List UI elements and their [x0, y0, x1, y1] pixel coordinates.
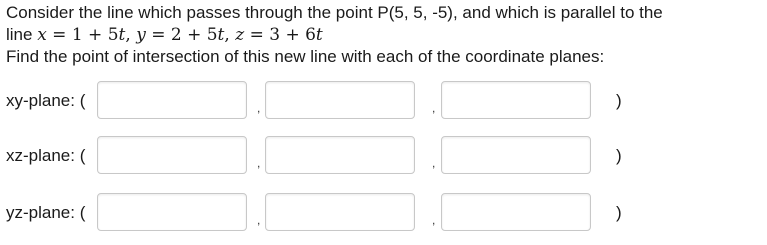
- eq-y-var: y: [136, 25, 146, 45]
- problem-statement: [6, 2, 764, 68]
- xz-plane-x-input[interactable]: [97, 136, 247, 174]
- xz-plane-z-input[interactable]: [441, 136, 591, 174]
- eq-sep-2: ,: [224, 25, 236, 45]
- eq-y-rest: = 2 + 5: [145, 25, 218, 45]
- yz-plane-y-input[interactable]: [265, 193, 415, 231]
- problem-line-2: [6, 24, 764, 46]
- yz-plane-comma-1: ,: [257, 213, 261, 227]
- xy-plane-x-input[interactable]: [97, 81, 247, 119]
- yz-plane-comma-2: ,: [432, 213, 436, 227]
- xy-plane-row: [6, 81, 764, 121]
- yz-plane-z-input[interactable]: [441, 193, 591, 231]
- eq-t-2: t: [217, 25, 225, 45]
- xy-plane-comma-1: ,: [257, 101, 261, 115]
- problem-line-3: Find the point of intersection of this new line with each of the coordinate planes:: [6, 47, 605, 66]
- line-prefix: line: [6, 25, 38, 44]
- eq-t-3: t: [315, 25, 323, 45]
- yz-plane-x-input[interactable]: [97, 193, 247, 231]
- eq-z-var: z: [235, 25, 245, 45]
- xz-plane-comma-2: ,: [432, 156, 436, 170]
- xy-plane-y-input[interactable]: [265, 81, 415, 119]
- yz-plane-label: yz-plane: (: [6, 203, 86, 222]
- eq-x-rest: = 1 + 5: [46, 25, 119, 45]
- line-equation: [37, 25, 323, 45]
- eq-z-rest: = 3 + 6: [244, 25, 316, 45]
- problem-line-1: Consider the line which passes through the point P(5, 5, -5), and which is parallel to the: [6, 3, 663, 22]
- eq-x-var: x: [37, 25, 47, 45]
- xy-plane-z-input[interactable]: [441, 81, 591, 119]
- eq-t-1: t: [118, 25, 126, 45]
- xz-plane-y-input[interactable]: [265, 136, 415, 174]
- xy-plane-close-paren: ): [616, 91, 622, 110]
- eq-sep-1: ,: [125, 25, 137, 45]
- xz-plane-label: xz-plane: (: [6, 146, 86, 165]
- yz-plane-close-paren: ): [616, 203, 622, 222]
- xy-plane-comma-2: ,: [432, 101, 436, 115]
- xz-plane-close-paren: ): [616, 146, 622, 165]
- yz-plane-row: [6, 193, 764, 233]
- xz-plane-comma-1: ,: [257, 156, 261, 170]
- xy-plane-label: xy-plane: (: [6, 91, 86, 110]
- xz-plane-row: [6, 136, 764, 176]
